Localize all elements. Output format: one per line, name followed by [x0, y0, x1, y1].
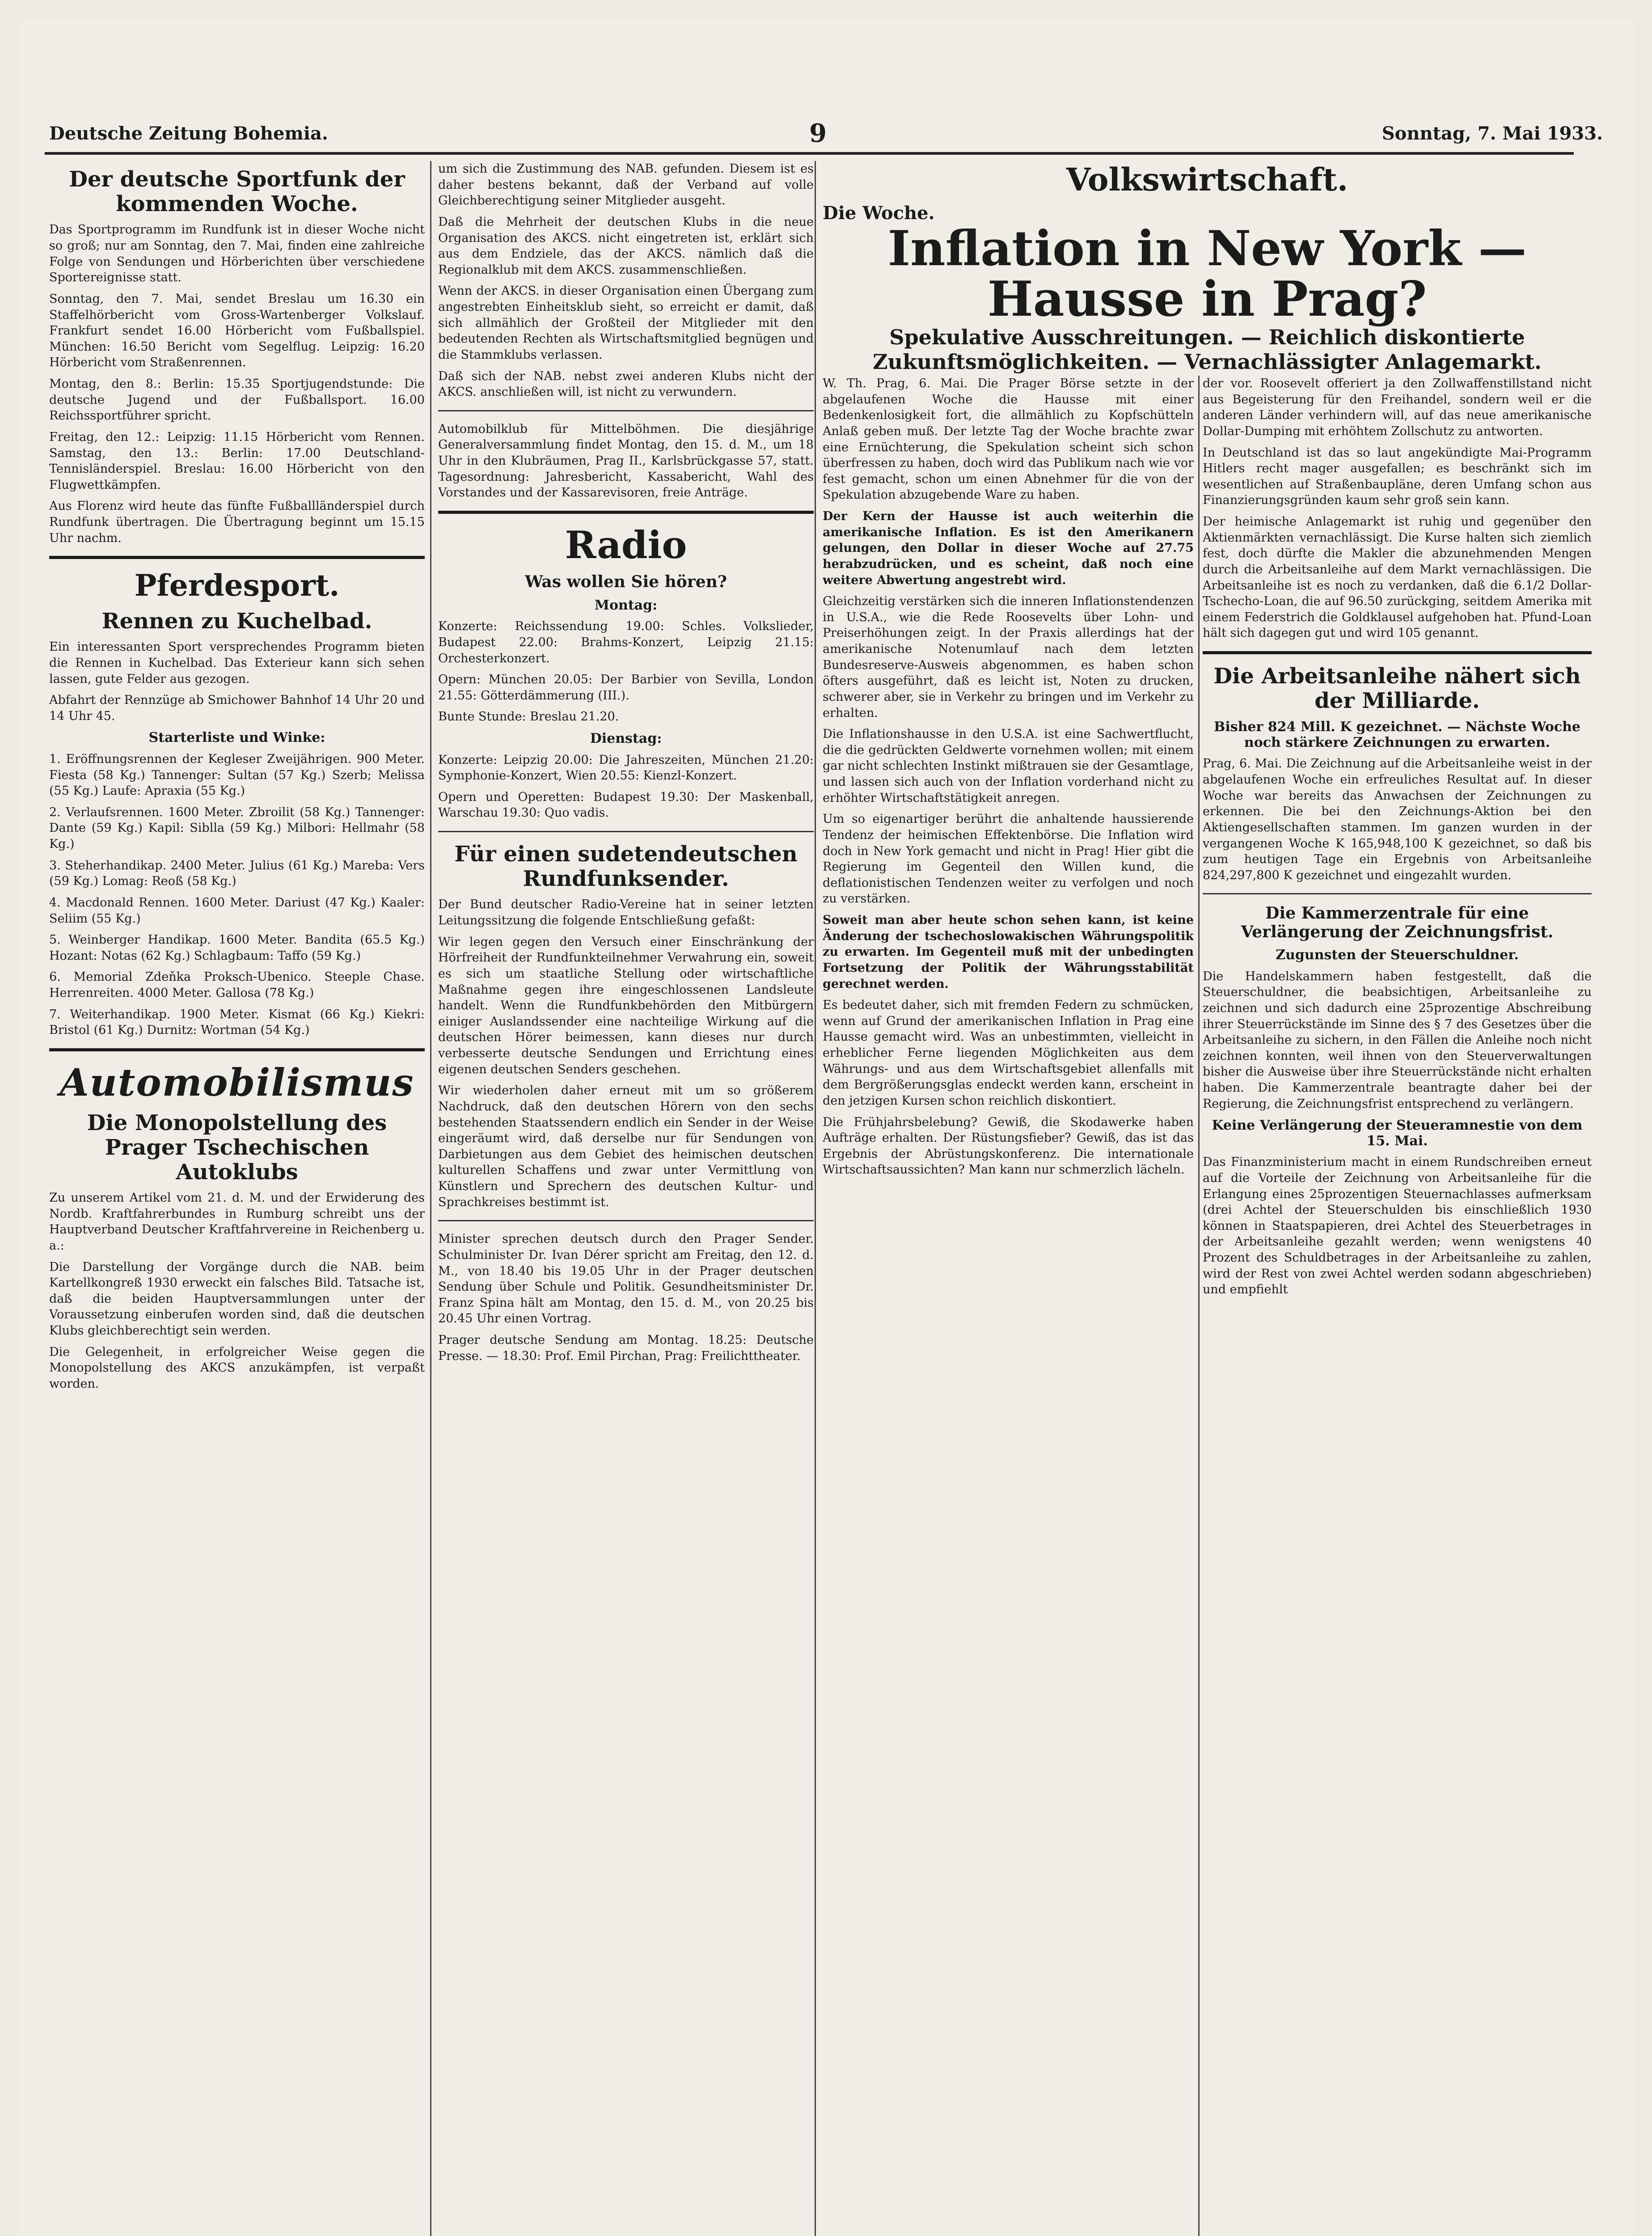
economics-rubric: Die Woche. [823, 203, 935, 224]
radio-notice: Minister sprechen deutsch durch den Prager Sender. Schulminister Dr. Ivan Dérer spricht am Freitag, den 12. d. M., von 18.40 bis 19.05 Uhr in der Prager deutschen Sendung über Schule und Politik. Gesundheitsminister Dr. Franz Spina hält am Montag, den 15. d. M., von 20.25 bis 20.45 Uhr einen Vortrag. [438, 1232, 814, 1326]
program-entry: Konzerte: Reichssendung 19.00: Schles. Volkslieder, Budapest 22.00: Brahms-Konzert, Leipzig 21.15: Orchesterkonzert. [438, 619, 814, 665]
auto-paragraph: Wenn der AKCS. in dieser Organisation einen Übergang zum angestrebten Einheitsklub sieht, so erreicht er damit, daß sich allmählich der Großteil der Mitglieder mit den bedeutenden Rechten als Wirtschaftsmitglied begnügen und die Stammklubs verlassen. [438, 284, 814, 362]
chamber-headline: Die Kammerzentrale für eine Verlängerung der Zeichnungsfrist. [1241, 904, 1554, 941]
club-notice: Automobilklub für Mittelböhmen. Die diesjährige Generalversammlung findet Montag, den 15. d. M., um 18 Uhr in den Klubräumen, Prag II., Karlsbrückgasse 57, statt. Tagesordnung: Jahresbericht, Kassabericht, Wahl des Vorstandes und der Kassarevisoren, freie Anträge. [438, 422, 814, 500]
economics-paragraph: der vor. Roosevelt offeriert ja den Zollwaffenstillstand nicht aus Begeisterung für den Freihandel, sondern weil er die anderen Länder verhindern will, auf das neue amerikanische Dollar-Dumping mit erhöhtem Zollschutz zu antworten. [1203, 377, 1592, 438]
chamber-subheadline: Zugunsten der Steuerschuldner. [1276, 947, 1519, 963]
sport-paragraph: Sonntag, den 7. Mai, sendet Breslau um 16.30 ein Staffelhörbericht vom Gross-Wartenberger Volkslauf. Frankfurt sendet 16.00 Hörbericht vom Fußballspiel. München: 16.50 Bericht vom Segelflug. Leipzig: 16.20 Hörbericht vom Straßenrennen. [49, 292, 425, 370]
sport-paragraph: Freitag, den 12.: Leipzig: 11.15 Hörbericht vom Rennen. Samstag, den 13.: Berlin: 17.00 Deutschland-Tennisländerspiel. Breslau: 16.00 Hörbericht von den Flugwettkämpfen. [49, 430, 425, 492]
bond-headline: Die Arbeitsanleihe nähert sich der Milliarde. [1213, 664, 1581, 714]
radio-program-heading: Was wollen Sie hören? [525, 572, 727, 592]
race-entry: 1. Eröffnungsrennen der Kegleser Zweijährigen. 900 Meter. Fiesta (58 Kg.) Tannenger: Sultan (57 Kg.) Szerb; Melissa (55 Kg.) Laufe: Apraxia (55 Kg.) [49, 752, 425, 798]
radio-paragraph: Wir wiederholen daher erneut mit um so größerem Nachdruck, daß den deutschen Hörern von den sechs bestehenden Staatssendern endlich ein Sender in der Weise eingeräumt wird, daß derselbe nur für Sendungen von Darbietungen aus dem Gebiet des heimischen deutschen kulturellen Schaffens und zwar unter Vermittlung von Künstlern und Sprechern des deutschen Kultur- und Sprachkreises bestimmt ist. [438, 1084, 814, 1209]
column-economics-1 [823, 376, 1194, 2236]
day-heading: Dienstag: [590, 731, 662, 747]
auto-paragraph: Daß sich der NAB. nebst zwei anderen Klubs nicht der AKCS. anschließen will, ist nicht zu verwundern. [438, 369, 814, 399]
race-entry: 5. Weinberger Handikap. 1600 Meter. Bandita (65.5 Kg.) Hozant: Notas (62 Kg.) Schlagbaum: Taffo (59 Kg.) [49, 933, 425, 963]
issue-date: Sonntag, 7. Mai 1933. [1382, 123, 1603, 144]
bond-subheadline: Bisher 824 Mill. K gezeichnet. — Nächste Woche noch stärkere Zeichnungen zu erwarten. [1213, 719, 1581, 750]
section-divider [49, 556, 425, 559]
auto-section-title: Automobilismus [59, 1060, 414, 1105]
masthead: Deutsche Zeitung Bohemia. [49, 123, 328, 144]
economics-paragraph: Die Inflationshausse in den U.S.A. ist eine Sachwertflucht, die die gedrückten Geldwerte vornehmen wollen; mit einem gar nicht schlechten Instinkt mißtrauen sie der Gesamtlage, und lassen sich auch von der Inflation vorderhand nicht zu erhöhter Wirtschaftstätigkeit anregen. [823, 727, 1194, 805]
economics-paragraph: Gleichzeitig verstärken sich die inneren Inflationstendenzen in U.S.A., wie die Rede Roosevelts über Lohn- und Preiserhöhungen zeigt. In der Praxis allerdings hat der amerikanische Notenumlauf nach dem letzten Bundesreserve-Ausweis abgenommen, es haben schon öfters ausgeführt, daß es leicht ist, Noten zu drucken, schwerer aber, sie in Verkehr zu bringen und im Verkehr zu erhalten. [823, 594, 1194, 720]
radio-paragraph: Der Bund deutscher Radio-Vereine hat in seiner letzten Leitungssitzung die folgende Entschließung gefaßt: [438, 898, 814, 928]
auto-paragraph: um sich die Zustimmung des NAB. gefunden. Diesem ist es daher bestens bekannt, daß der Verband auf volle Gleichberechtigung seiner Mitglieder ausgeht. [438, 162, 814, 208]
section-divider [49, 1048, 425, 1051]
auto-paragraph: Zu unserem Artikel vom 21. d. M. und der Erwiderung des Nordb. Kraftfahrerbundes in Rumburg schreibt uns der Hauptverband Deutscher Kraftfahrvereine in Reichenberg u. a.: [49, 1191, 425, 1253]
newspaper-page [18, 18, 1634, 2236]
horse-paragraph: Ein interessanten Sport versprechendes Programm bieten die Rennen in Kuchelbad. Das Exterieur kann sich sehen lassen, gute Felder aus gezogen. [49, 640, 425, 686]
economics-paragraph: Die Frühjahrsbelebung? Gewiß, die Skodawerke haben Aufträge erhalten. Der Rüstungsfieber? Gewiß, das ist das Ergebnis der Abrüstungskonferenz. Die internationale Wirtschaftsaussichten? Man kann nur schmerzlich lächeln. [823, 1115, 1194, 1177]
section-divider [438, 511, 814, 514]
divider [438, 410, 814, 411]
horse-headline: Rennen zu Kuchelbad. [101, 609, 372, 634]
economics-banner [823, 161, 1592, 374]
main-subheadline: Spekulative Ausschreitungen. — Reichlich diskontierte Zukunftsmöglichkeiten. — Vernachlässigter Anlagemarkt. [872, 325, 1542, 374]
race-entry: 6. Memorial Zdeňka Proksch-Ubenico. Steeple Chase. Herrenreiten. 4000 Meter. Gallosa (78 Kg.) [49, 970, 425, 1000]
starters-heading: Starterliste und Winke: [148, 730, 325, 746]
radio-notice: Prager deutsche Sendung am Montag. 18.25: Deutsche Presse. — 18.30: Prof. Emil Pirchan, Prag: Freilichttheater. [438, 1333, 814, 1363]
auto-paragraph: Daß die Mehrheit der deutschen Klubs in die neue Organisation des AKCS. nicht eingetreten ist, erklärt sich aus dem Endziele, das der AKCS. nämlich daß die Regionalklub mit dem AKCS. zusammenschließen. [438, 215, 814, 277]
header-rule [45, 152, 1574, 155]
page-number: 9 [809, 119, 827, 148]
economics-paragraph: Es bedeutet daher, sich mit fremden Federn zu schmücken, wenn auf Grund der amerikanischen Inflation in Prag eine Hausse gemacht wird. Was an unbestimmten, vielleicht in erheblicher Ferne liegenden Möglichkeiten aus dem Währungs- und aus dem Wirtschaftsgebiet allenfalls mit dem Bergrößerungsglas endeckt werden kann, erscheint in den jetzigen Kursen schon reichlich diskontiert. [823, 998, 1194, 1108]
race-entry: 3. Steherhandikap. 2400 Meter. Julius (61 Kg.) Mareba: Vers (59 Kg.) Lomag: Reoß (58 Kg.) [49, 858, 425, 889]
program-entry: Opern und Operetten: Budapest 19.30: Der Maskenball, Warschau 19.30: Quo vadis. [438, 790, 814, 820]
chamber-paragraph: Die Handelskammern haben festgestellt, daß die Steuerschuldner, die beabsichtigen, Arbeitsanleihe zu zeichnen und sich dadurch eine 25prozentige Abschreibung ihrer Steuerrückstände im Sinne des § 7 des Gesetzes über die Arbeitsanleihe zu sichern, in den Fällen die Anleihe noch nicht zeichnen konnten, weil ihnen von den Steuerverwaltungen bisher die Ausweise über ihre Steuerrückstände nicht erhalten haben. Die Kammerzentrale beantragte daher bei der Regierung, die Zeichnungsfrist entsprechend zu verlängern. [1203, 969, 1592, 1111]
divider [1203, 893, 1592, 894]
race-entry: 4. Macdonald Rennen. 1600 Meter. Dariust (47 Kg.) Kaaler: Seliim (55 Kg.) [49, 895, 425, 926]
bond-paragraph: Prag, 6. Mai. Die Zeichnung auf die Arbeitsanleihe weist in der abgelaufenen Woche ein erfreuliches Resultat auf. In dieser Woche war bereits das Anwachsen der Zeichnungen zu erkennen. Die bei den Zeichnungs-Aktion bei den Aktiengesellschaften stammen. Im ganzen wurden in der vergangenen Woche K 165,948,100 K gezeichnet, so daß bis zum heutigen Tage ein Ergebnis von Arbeitsanleihe 824,297,800 K gezeichnet und eingezahlt wurden. [1203, 757, 1592, 882]
day-heading: Montag: [594, 597, 658, 613]
sport-paragraph: Das Sportprogramm im Rundfunk ist in dieser Woche nicht so groß; nur am Sonntag, den 7. Mai, finden eine zahlreiche Folge von Sendungen und Hörberichten über verschiedene Sportereignisse statt. [49, 223, 425, 285]
divider [438, 1220, 814, 1221]
column-sport [49, 161, 425, 2236]
horse-section-title: Pferdesport. [134, 568, 340, 603]
sport-paragraph: Montag, den 8.: Berlin: 15.35 Sportjugendstunde: Die deutsche Jugend und der Fußballsport. 16.00 Reichssportführer spricht. [49, 377, 425, 423]
main-headline: Inflation in New York — Hausse in Prag? [887, 220, 1527, 328]
race-entry: 2. Verlaufsrennen. 1600 Meter. Zbroilit (58 Kg.) Tannenger: Dante (59 Kg.) Kapil: Siblla (59 Kg.) Milbori: Hellmahr (58 Kg.) [49, 805, 425, 851]
economics-paragraph: In Deutschland ist das so laut angekündigte Mai-Programm Hitlers recht mager ausgefallen; es beschränkt sich im wesentlichen auf Straßenbaupläne, deren Umfang schon aus Finanzierungsgründen kaum sehr groß sein kann. [1203, 445, 1592, 508]
program-entry: Bunte Stunde: Breslau 21.20. [438, 710, 619, 724]
amnesty-headline: Keine Verlängerung der Steueramnestie von dem 15. Mai. [1212, 1118, 1583, 1149]
page-header [31, 119, 1621, 150]
program-entry: Konzerte: Leipzig 20.00: Die Jahreszeiten, München 21.20: Symphonie-Konzert, Wien 20.55: Kienzl-Konzert. [438, 753, 814, 783]
divider [438, 831, 814, 832]
auto-paragraph: Die Gelegenheit, in erfolgreicher Weise gegen die Monopolstellung des AKCS anzukämpfen, ist verpaßt worden. [49, 1345, 425, 1391]
sport-paragraph: Aus Florenz wird heute das fünfte Fußballländerspiel durch Rundfunk übertragen. Die Übertragung beginnt um 15.15 Uhr nachm. [49, 499, 425, 545]
section-divider [1203, 651, 1592, 654]
column-auto-radio [438, 161, 814, 2236]
sport-headline: Der deutsche Sportfunk der kommenden Woche. [69, 167, 405, 217]
column-rule [815, 161, 816, 2236]
horse-paragraph: Abfahrt der Rennzüge ab Smichower Bahnhof 14 Uhr 20 und 14 Uhr 45. [49, 693, 425, 723]
column-economics-2 [1203, 376, 1592, 2236]
race-entry: 7. Weiterhandikap. 1900 Meter. Kismat (66 Kg.) Kiekri: Bristol (61 Kg.) Durnitz: Wortman (54 Kg.) [49, 1007, 425, 1038]
economics-paragraph: Soweit man aber heute schon sehen kann, ist keine Änderung der tschechoslowakischen Währungspolitik zu erwarten. Im Gegenteil muß mit der unbedingten Fortsetzung der Politik der Währungsstabilität gerechnet werden. [823, 913, 1194, 991]
economics-paragraph: Der Kern der Hausse ist auch weiterhin die amerikanische Inflation. Es ist den Amerikanern gelungen, den Dollar in dieser Woche auf 27.75 herabzudrücken, und es scheint, daß noch eine weitere Abwertung angestrebt wird. [823, 509, 1194, 587]
economics-paragraph: W. Th. Prag, 6. Mai. Die Prager Börse setzte in der abgelaufenen Woche die Hausse mit einer Bedenkenlosigkeit fort, die allmählich zu Kopfschütteln Anlaß geben muß. Der letzte Tag der Woche brachte zwar eine Ernüchterung, die Spekulation scheint sich schon überfressen zu haben, doch wird das Publikum nach wie vor fest gemacht, schon um einen Abnehmer für die von der Spekulation abzugebende Ware zu haben. [823, 377, 1194, 502]
economics-paragraph: Um so eigenartiger berührt die anhaltende haussierende Tendenz der heimischen Effektenbörse. Die Inflation wird doch in New York gemacht und nicht in Prag! Hier gibt die Regierung im Gegenteil den Willen kund, die deflationistischen Tendenzen weiter zu verfolgen und noch zu verstärken. [823, 812, 1194, 906]
column-rule [430, 161, 431, 2236]
radio-paragraph: Wir legen gegen den Versuch einer Einschränkung der Hörfreiheit der Rundfunkteilnehmer Verwahrung ein, soweit es sich um staatliche Stellung oder wirtschaftliche Maßnahme gegen ihre eingeschlossenen Landsleute handelt. Wenn die Rundfunkbehörden den Mitbürgern einiger Auslandssender eine nachteilige Wirkung auf die deutschen Hörer beimessen, kann dieses nur durch verbesserte deutsche Sendungen und Errichtung eines eigenen deutschen Senders geschehen. [438, 935, 814, 1076]
amnesty-paragraph: Das Finanzministerium macht in einem Rundschreiben erneut auf die Vorteile der Zeichnung von Arbeitsanleihe für die Erlangung eines 25prozentigen Steuernachlasses aufmerksam (drei Achtel der Steuerschulden bis einschließlich 1930 können in Staatspapieren, drei Achtel des Steuerbetrages in der Arbeitsanleihe gezahlt werden; wenn wenigstens 40 Prozent des Schuldbetrages in der Arbeitsanleihe zu zahlen, wird der Rest von zwei Achtel werden sodann abgeschrieben) und empfiehlt [1203, 1155, 1592, 1297]
auto-paragraph: Die Darstellung der Vorgänge durch die NAB. beim Kartellkongreß 1930 erweckt ein falsches Bild. Tatsache ist, daß die beiden Hauptversammlungen unter der Voraussetzung einberufen worden sind, daß die deutschen Klubs gleichberechtigt sein werden. [49, 1260, 425, 1338]
column-rule [1198, 376, 1200, 2236]
program-entry: Opern: München 20.05: Der Barbier von Sevilla, London 21.55: Götterdämmerung (III.). [438, 673, 814, 703]
radio-article-headline: Für einen sudetendeutschen Rundfunksender. [454, 842, 798, 892]
economics-paragraph: Der heimische Anlagemarkt ist ruhig und gegenüber den Aktienmärkten vernachlässigt. Die Kurse halten sich ziemlich fest, doch dürfte die Makler die abzunehmenden Mengen durch die Arbeitsanleihe auf dem Markt vernachlässigen. Die Arbeitsanleihe ist es noch zu verdanken, daß die 6.1/2 Dollar-Tschecho-Loan, die auf 96.50 zurückging, seitdem Amerika mit einem Federstrich die Goldklausel aufgehoben hat. Pfund-Loan hält sich dagegen gut und wird 105 genannt. [1203, 515, 1592, 640]
economics-section-title: Volkswirtschaft. [1066, 161, 1348, 198]
auto-headline: Die Monopolstellung des Prager Tschechischen Autoklubs [87, 1110, 387, 1185]
radio-section-title: Radio [565, 522, 687, 567]
